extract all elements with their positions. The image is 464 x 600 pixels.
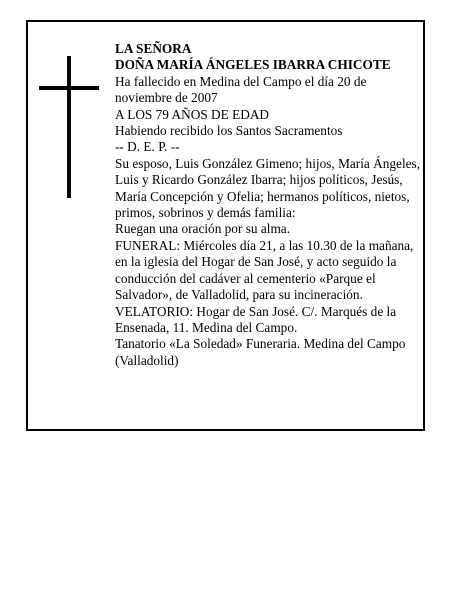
age-line: A LOS 79 AÑOS DE EDAD [115, 106, 270, 122]
death-info: Ha fallecido en Medina del Campo el día 20 de noviembre de 2007 [115, 73, 367, 106]
cross-icon [39, 56, 99, 198]
deceased-name: DOÑA MARÍA ÁNGELES IBARRA CHICOTE [115, 57, 391, 73]
funeral-home-paragraph: Tanatorio «La Soledad» Funeraria. Medina del Campo (Valladolid) [115, 336, 406, 368]
dep-line: -- D. E. P. -- [115, 139, 180, 155]
cross-vertical-bar [67, 56, 71, 198]
vigil-paragraph: VELATORIO: Hogar de San José. C/. Marqués de la Ensenada, 11. Medina del Campo. [115, 303, 397, 335]
notice-text [115, 41, 423, 369]
family-paragraph: Su esposo, Luis González Gimeno; hijos, María Ángeles, Luis y Ricardo González Ibarra; hijos políticos, Jesús, María Concepción y Ofelia; hermanos políticos, nietos, primos, sobrinos y demás familia: [115, 155, 421, 221]
cross-horizontal-bar [39, 86, 99, 90]
funeral-paragraph: FUNERAL: Miércoles día 21, a las 10.30 de la mañana, en la iglesia del Hogar de San José, y acto seguido la conducción del cadáver al cementerio «Parque el Salvador», de Valladolid, para su incineración. [115, 237, 414, 303]
obituary-notice [26, 20, 425, 431]
prayer-line: Ruegan una oración por su alma. [115, 221, 291, 237]
title-line: LA SEÑORA [115, 41, 192, 56]
sacraments-line: Habiendo recibido los Santos Sacramentos [115, 123, 343, 139]
